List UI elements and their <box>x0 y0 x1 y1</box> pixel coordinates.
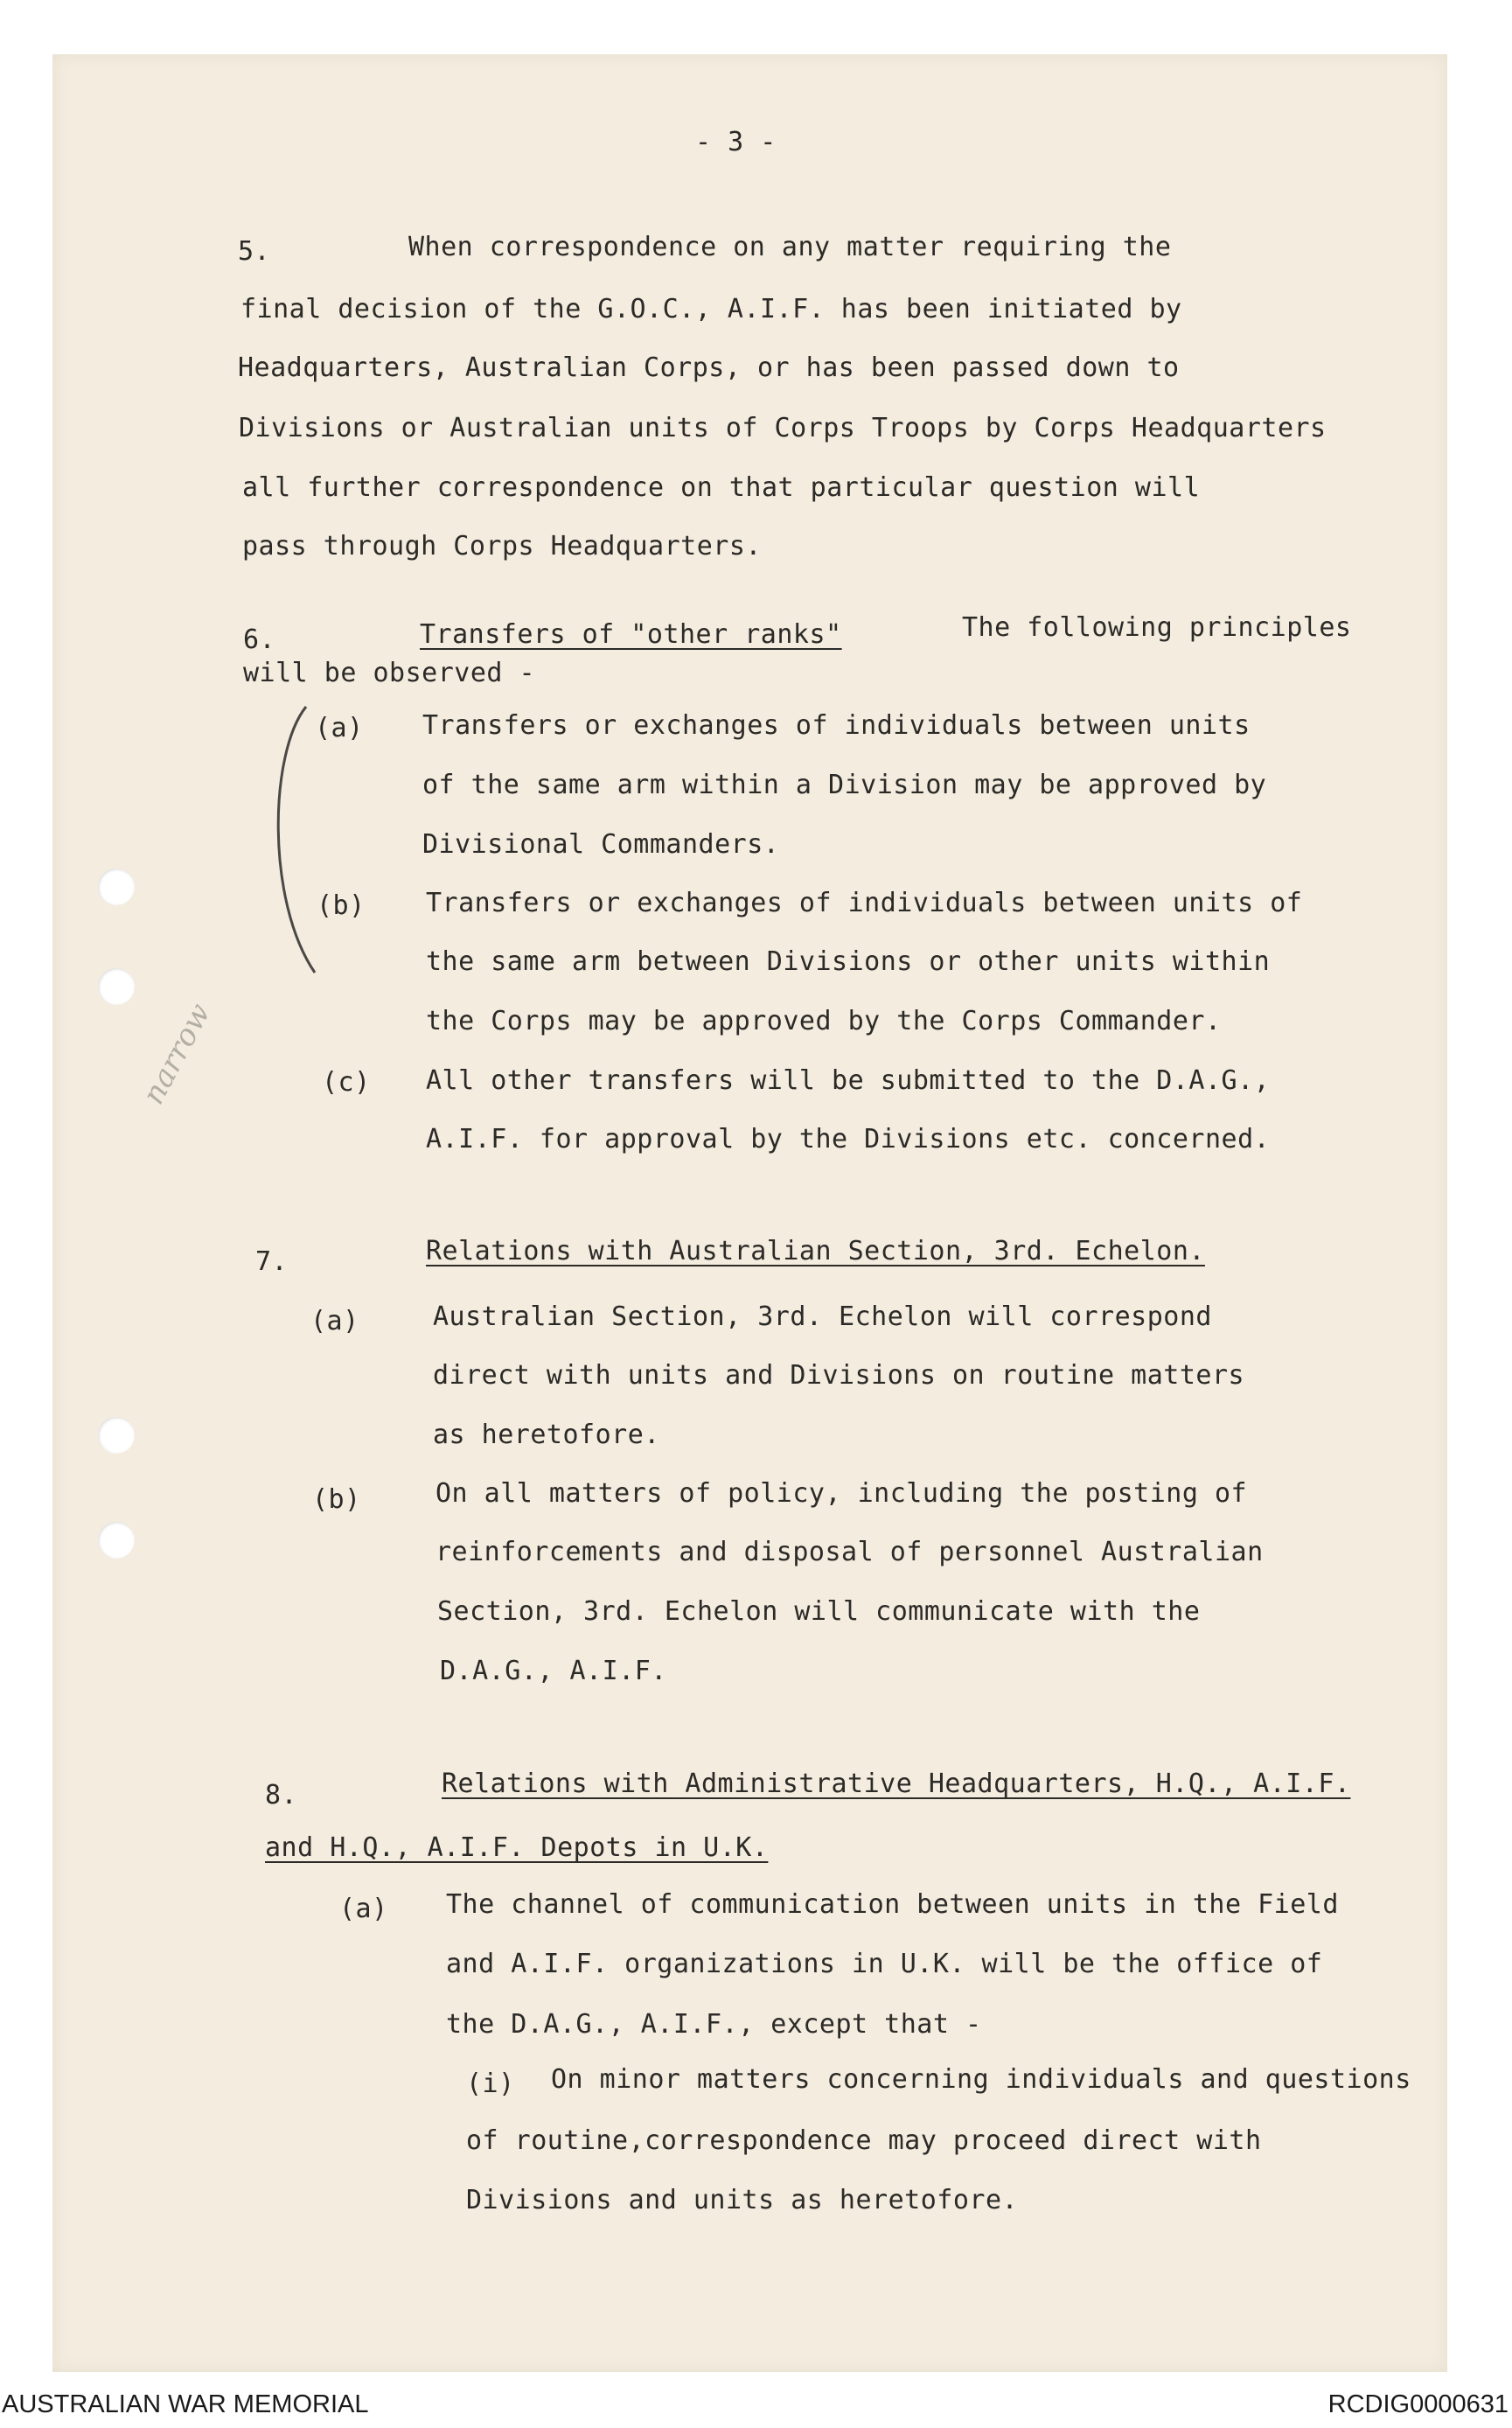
item-label: (a) <box>339 1894 388 1924</box>
item-label: (a) <box>310 1306 359 1336</box>
item-line: Australian Section, 3rd. Echelon will correspond <box>433 1301 1212 1332</box>
subitem-line: Divisions and units as heretofore. <box>466 2185 1019 2215</box>
subitem-line: On minor matters concerning individuals and questions <box>551 2064 1411 2095</box>
section-8-number: 8. <box>265 1780 298 1811</box>
section-5-line: final decision of the G.O.C., A.I.F. has been initiated by <box>240 294 1182 324</box>
item-line: D.A.G., A.I.F. <box>440 1656 667 1686</box>
item-line: All other transfers will be submitted to the D.A.G., <box>426 1065 1271 1096</box>
item-line: the same arm between Divisions or other units within <box>426 946 1271 977</box>
punch-hole <box>98 869 135 905</box>
section-5-line: Headquarters, Australian Corps, or has been passed down to <box>238 352 1180 383</box>
item-line: and A.I.F. organizations in U.K. will be the office of <box>446 1949 1323 1979</box>
punch-hole <box>98 968 135 1005</box>
section-8-heading: Relations with Administrative Headquarters, H.Q., A.I.F. <box>442 1769 1351 1799</box>
section-6-number: 6. <box>243 624 276 655</box>
section-7-heading: Relations with Australian Section, 3rd. Echelon. <box>426 1236 1205 1266</box>
section-6-intro: The following principles <box>962 612 1352 643</box>
page-number: - 3 - <box>695 127 777 157</box>
punch-hole <box>98 1417 135 1454</box>
item-line: Transfers or exchanges of individuals between units <box>422 710 1251 741</box>
section-7-number: 7. <box>255 1246 289 1277</box>
item-line: the Corps may be approved by the Corps Commander. <box>426 1006 1222 1036</box>
item-label: (c) <box>322 1067 371 1098</box>
item-label: (b) <box>317 890 366 921</box>
subitem-label: (i) <box>466 2069 515 2099</box>
section-5-line: When correspondence on any matter requiring the <box>408 232 1172 262</box>
item-line: Transfers or exchanges of individuals between units of <box>426 888 1303 918</box>
item-line: of the same arm within a Division may be approved by <box>422 770 1267 800</box>
item-line: reinforcements and disposal of personnel Australian <box>435 1537 1264 1567</box>
item-line: direct with units and Divisions on routine matters <box>433 1360 1245 1391</box>
item-line: Section, 3rd. Echelon will communicate with the <box>437 1596 1201 1627</box>
item-label: (a) <box>315 713 364 743</box>
section-6-heading: Transfers of "other ranks" <box>420 619 842 650</box>
section-5-line: Divisions or Australian units of Corps Troops by Corps Headquarters <box>239 413 1327 443</box>
section-6-intro-cont: will be observed - <box>243 658 536 688</box>
item-line: the D.A.G., A.I.F., except that - <box>446 2009 982 2040</box>
section-5-line: pass through Corps Headquarters. <box>242 531 762 562</box>
item-line: The channel of communication between units in the Field <box>446 1889 1339 1920</box>
section-8-heading-cont: and H.Q., A.I.F. Depots in U.K. <box>265 1832 769 1863</box>
subitem-line: of routine,correspondence may proceed direct with <box>466 2125 1262 2156</box>
section-5-line: all further correspondence on that particular question will <box>242 472 1201 503</box>
punch-hole <box>98 1522 135 1559</box>
footer-identifier: RCDIG0000631 <box>1327 2390 1509 2418</box>
section-5-number: 5. <box>238 236 271 267</box>
item-line: Divisional Commanders. <box>422 829 780 860</box>
item-line: A.I.F. for approval by the Divisions etc. concerned. <box>426 1124 1271 1155</box>
item-line: as heretofore. <box>433 1420 660 1450</box>
margin-note: narrow <box>136 997 218 1111</box>
item-label: (b) <box>312 1484 361 1515</box>
item-line: On all matters of policy, including the posting of <box>435 1478 1248 1509</box>
footer-institution: AUSTRALIAN WAR MEMORIAL <box>2 2390 369 2418</box>
